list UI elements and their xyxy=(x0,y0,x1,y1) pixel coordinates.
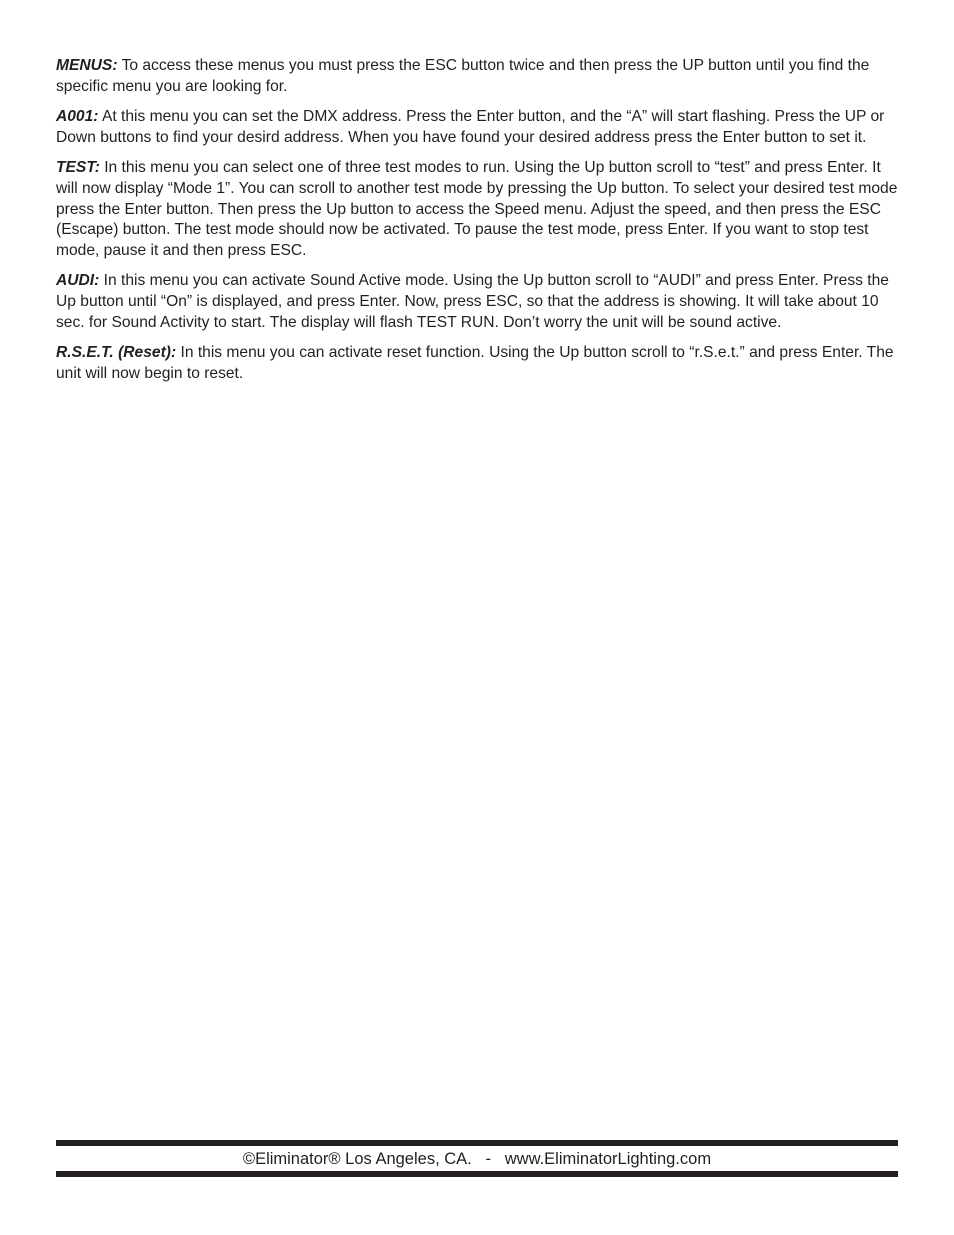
footer-bottom-rule xyxy=(56,1171,898,1177)
reset-text: In this menu you can activate reset function. Using the Up button scroll to “r.S.e.t.” and press Enter. The unit will now begin to reset. xyxy=(56,344,894,382)
audi-text: In this menu you can activate Sound Active mode. Using the Up button scroll to “AUDI” and press Enter. Press the Up button until “On” is displayed, and press Enter. Now, press ESC, so that the address is showing. It will take about 10 sec. for Sound Activity to start. The display will flash TEST RUN. Don’t worry the unit will be sound active. xyxy=(56,272,889,331)
audi-term: AUDI: xyxy=(56,272,100,290)
footer-top-rule xyxy=(56,1140,898,1146)
test-text: In this menu you can select one of three test modes to run. Using the Up button scroll to “test” and press Enter. It will now display “Mode 1”. You can scroll to another test mode by pressing the Up button. To select your desired test mode press the Enter button. Then press the Up button to access the Speed menu. Adjust the speed, and then press the ESC (Escape) button. The test mode should now be activated. To pause the test mode, press Enter. If you want to stop test mode, pause it and then press ESC. xyxy=(56,159,898,259)
reset-paragraph xyxy=(56,343,900,384)
menus-term: MENUS: xyxy=(56,57,118,74)
a001-paragraph xyxy=(56,107,900,148)
footer-text: ©Eliminator® Los Angeles, CA. - www.EliminatorLighting.com xyxy=(242,1150,712,1168)
a001-term: A001: xyxy=(56,108,99,126)
a001-text: At this menu you can set the DMX address. Press the Enter button, and the “A” will start flashing. Press the UP or Down buttons to find your desird address. When you have found your desired address press the Enter button to set it. xyxy=(56,108,885,146)
manual-body xyxy=(56,56,900,394)
menus-paragraph xyxy=(56,56,900,97)
test-term: TEST: xyxy=(56,159,100,177)
menus-text: To access these menus you must press the ESC button twice and then press the UP button until you find the specific menu you are looking for. xyxy=(56,57,870,95)
page-footer xyxy=(56,1140,898,1178)
audi-paragraph xyxy=(56,271,900,333)
reset-term: R.S.E.T. (Reset): xyxy=(56,344,177,362)
test-paragraph xyxy=(56,158,900,261)
